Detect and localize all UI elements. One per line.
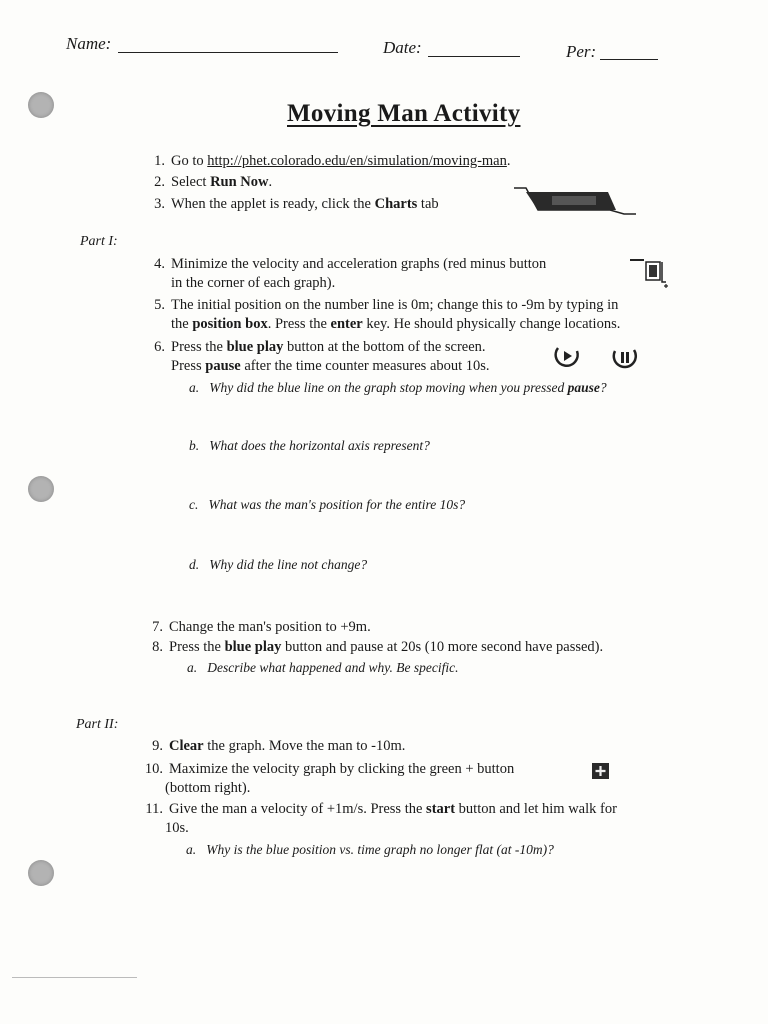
step-4: 4. Minimize the velocity and acceleration graphs (red minus button [154, 256, 547, 272]
step-10: 10. Maximize the velocity graph by clicking the green + button [144, 761, 515, 777]
punch-hole-top [28, 92, 54, 118]
part-1-label: Part I: [80, 234, 118, 249]
step-6: 6. Press the blue play button at the bottom of the screen. [154, 339, 486, 355]
charts-tab-icon [512, 186, 638, 216]
step-7: 7. Change the man's position to +9m. [152, 619, 371, 635]
name-line[interactable] [118, 52, 338, 53]
question-11a: a. Why is the blue position vs. time graph no longer flat (at -10m)? [186, 842, 554, 857]
part-2-label: Part II: [76, 717, 119, 732]
step-3: 3. When the applet is ready, click the Charts tab [154, 196, 439, 212]
question-6c: c. What was the man's position for the entire 10s? [189, 497, 466, 512]
step-4-cont: in the corner of each graph). [171, 275, 336, 291]
page-title: Moving Man Activity [287, 100, 521, 127]
question-6a: a. Why did the blue line on the graph stop moving when you pressed pause? [189, 380, 607, 395]
step-10-cont: (bottom right). [165, 780, 251, 796]
question-8a: a. Describe what happened and why. Be specific. [187, 660, 459, 675]
step-8: 8. Press the blue play button and pause at 20s (10 more second have passed). [152, 639, 604, 655]
punch-hole-middle [28, 476, 54, 502]
step-9: 9. Clear the graph. Move the man to -10m. [152, 738, 406, 754]
step-6-cont: Press pause after the time counter measures about 10s. [171, 358, 490, 374]
step-11-cont: 10s. [165, 820, 189, 836]
step-1: 1. Go to http://phet.colorado.edu/en/simulation/moving-man. [154, 153, 511, 169]
per-line[interactable] [600, 59, 658, 60]
minus-button-icon [630, 256, 674, 292]
date-label: Date: [383, 38, 422, 57]
punch-hole-bottom [28, 860, 54, 886]
question-6d: d. Why did the line not change? [189, 557, 368, 572]
date-line[interactable] [428, 56, 520, 57]
name-label: Name: [66, 34, 112, 53]
phet-link[interactable]: http://phet.colorado.edu/en/simulation/moving-man [207, 153, 507, 169]
per-label: Per: [566, 42, 597, 61]
step-11: 11. Give the man a velocity of +1m/s. Press the start button and let him walk for [145, 801, 617, 817]
play-button-icon [552, 343, 582, 371]
plus-button-icon [590, 761, 612, 781]
step-5: 5. The initial position on the number line is 0m; change this to -9m by typing in [154, 297, 619, 313]
step-2: 2. Select Run Now. [154, 174, 273, 190]
question-6b: b. What does the horizontal axis represent? [189, 438, 430, 453]
step-5-cont: the position box. Press the enter key. He should physically change locations. [171, 316, 621, 332]
pause-button-icon [610, 344, 640, 372]
footer-rule [12, 977, 137, 978]
